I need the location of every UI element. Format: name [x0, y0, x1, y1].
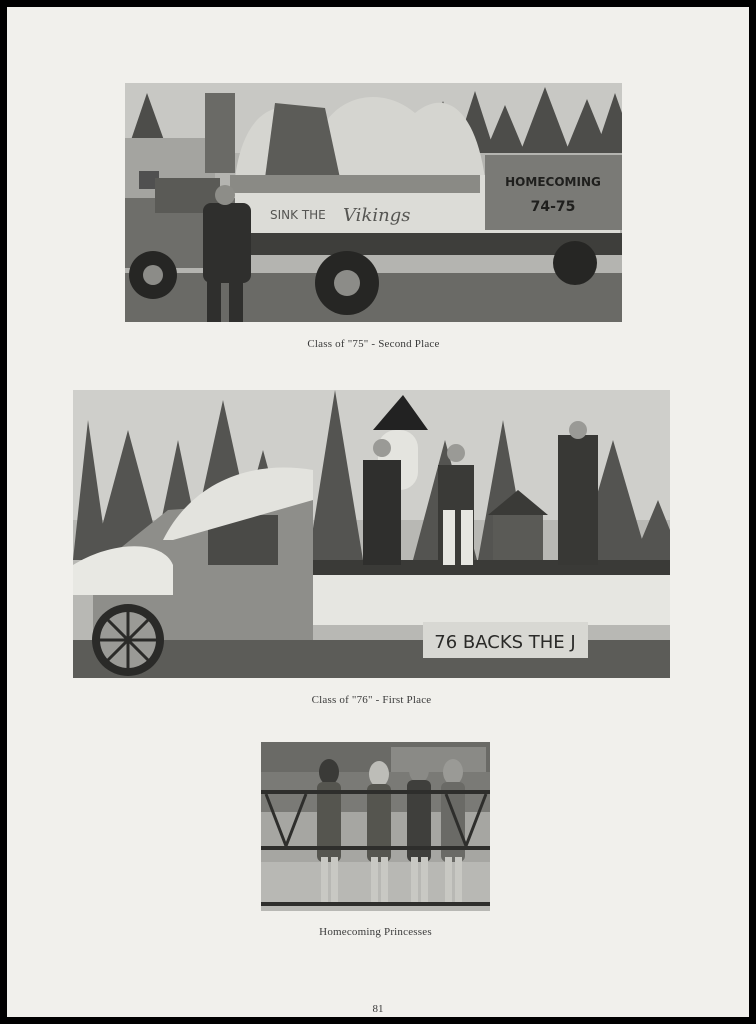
- float-75-banner-line2: 74-75: [530, 199, 576, 215]
- princesses-image: [261, 742, 490, 911]
- caption-homecoming-princesses: Homecoming Princesses: [319, 926, 432, 938]
- photo-homecoming-princesses: [261, 742, 490, 911]
- caption-class-75: Class of "75" - Second Place: [307, 338, 440, 350]
- caption-class-76: Class of "76" - First Place: [311, 694, 432, 706]
- float-75-banner-line1: HOMECOMING: [505, 175, 601, 189]
- float-76-sign: 76 BACKS THE J: [434, 632, 576, 653]
- page-number: 81: [372, 1003, 384, 1015]
- yearbook-page: [7, 7, 749, 1017]
- float-75-sign-left: SINK THE: [270, 208, 326, 222]
- float-76-image: [73, 390, 670, 678]
- float-75-sign-script: Vikings: [343, 205, 411, 226]
- float-75-image: [125, 83, 622, 322]
- photo-class-76-float: [73, 390, 670, 678]
- photo-class-75-float: [125, 83, 622, 322]
